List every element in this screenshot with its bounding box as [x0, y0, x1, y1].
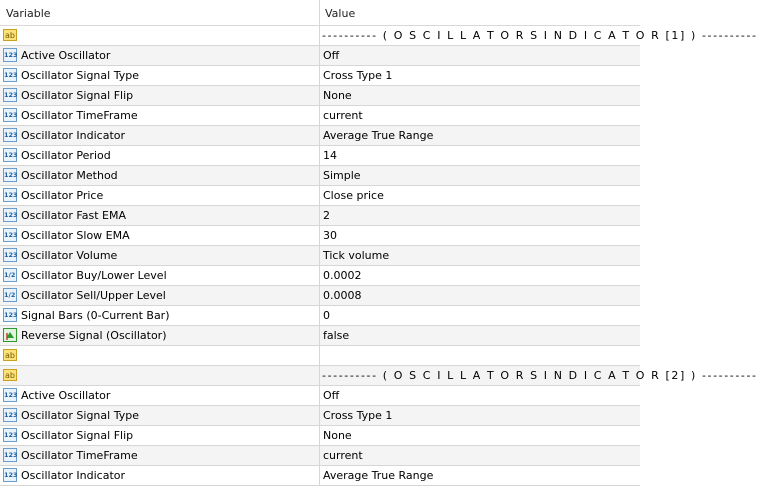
column-divider — [319, 26, 320, 46]
parameter-value[interactable]: 30 — [323, 229, 337, 242]
double-type-icon — [3, 268, 17, 282]
parameter-value[interactable]: Average True Range — [323, 129, 434, 142]
parameter-row[interactable] — [0, 286, 640, 306]
parameter-row[interactable] — [0, 266, 640, 286]
column-divider — [319, 366, 320, 386]
integer-type-icon — [3, 448, 17, 462]
parameter-row[interactable] — [0, 46, 640, 66]
icon-glyph: 123 — [4, 191, 18, 199]
parameter-value[interactable]: Off — [323, 389, 340, 402]
integer-type-icon — [3, 168, 17, 182]
icon-glyph: 123 — [4, 451, 18, 459]
icon-glyph: 1/2 — [4, 291, 16, 299]
icon-glyph: 123 — [4, 211, 18, 219]
integer-type-icon — [3, 188, 17, 202]
parameter-value[interactable]: 0.0002 — [323, 269, 362, 282]
parameter-name: Oscillator Signal Type — [21, 409, 139, 422]
string-type-icon — [3, 28, 17, 42]
parameter-value[interactable]: 2 — [323, 209, 330, 222]
integer-type-icon — [3, 148, 17, 162]
parameter-name: Oscillator TimeFrame — [21, 449, 138, 462]
parameter-name: Oscillator Signal Flip — [21, 89, 134, 102]
parameter-row[interactable] — [0, 186, 640, 206]
parameter-name: Active Oscillator — [21, 49, 111, 62]
parameter-name: Active Oscillator — [21, 389, 111, 402]
integer-type-icon — [3, 228, 17, 242]
integer-type-icon — [3, 308, 17, 322]
column-divider — [319, 206, 320, 226]
parameter-name: Oscillator Signal Type — [21, 69, 139, 82]
icon-glyph: 123 — [4, 171, 18, 179]
parameter-row[interactable] — [0, 86, 640, 106]
integer-type-icon — [3, 68, 17, 82]
parameter-name: Oscillator Buy/Lower Level — [21, 269, 167, 282]
icon-glyph: ab — [5, 31, 15, 40]
parameters-table-header — [0, 0, 640, 26]
icon-glyph: 123 — [4, 151, 18, 159]
column-divider — [319, 426, 320, 446]
icon-glyph: 123 — [4, 71, 18, 79]
column-divider — [319, 386, 320, 406]
column-divider — [319, 466, 320, 486]
icon-glyph: 123 — [4, 251, 18, 259]
column-divider — [319, 86, 320, 106]
parameter-value[interactable]: Simple — [323, 169, 361, 182]
icon-glyph: ab — [5, 351, 15, 360]
parameter-name: Oscillator Sell/Upper Level — [21, 289, 166, 302]
icon-glyph: 123 — [4, 311, 18, 319]
column-divider[interactable] — [319, 0, 320, 25]
parameter-value[interactable]: Average True Range — [323, 469, 434, 482]
parameter-name: Oscillator Method — [21, 169, 118, 182]
parameter-row[interactable] — [0, 226, 640, 246]
parameter-row[interactable] — [0, 146, 640, 166]
string-type-icon — [3, 348, 17, 362]
parameter-value[interactable]: Off — [323, 49, 340, 62]
icon-glyph: 123 — [4, 231, 18, 239]
parameter-value[interactable]: ---------- ( O S C I L L A T O R S I N D I C A T O R [1] ) ---------- — [322, 29, 758, 42]
parameter-row[interactable] — [0, 166, 640, 186]
integer-type-icon — [3, 388, 17, 402]
integer-type-icon — [3, 428, 17, 442]
value-column-header[interactable]: Value — [325, 7, 356, 20]
column-divider — [319, 226, 320, 246]
integer-type-icon — [3, 248, 17, 262]
parameter-value[interactable]: Cross Type 1 — [323, 409, 393, 422]
parameter-value[interactable]: None — [323, 429, 352, 442]
parameter-value[interactable]: false — [323, 329, 350, 342]
parameter-value[interactable]: 0 — [323, 309, 330, 322]
column-divider — [319, 166, 320, 186]
parameter-value[interactable]: ---------- ( O S C I L L A T O R S I N D I C A T O R [2] ) ---------- — [322, 369, 758, 382]
parameter-row[interactable] — [0, 246, 640, 266]
parameter-value[interactable]: None — [323, 89, 352, 102]
parameter-row[interactable] — [0, 366, 758, 386]
parameter-row[interactable] — [0, 106, 640, 126]
parameter-name: Oscillator Volume — [21, 249, 118, 262]
icon-glyph: 123 — [4, 51, 18, 59]
variable-column-header[interactable]: Variable — [6, 7, 51, 20]
column-divider — [319, 66, 320, 86]
parameter-value[interactable]: 0.0008 — [323, 289, 362, 302]
column-divider — [319, 146, 320, 166]
column-divider — [319, 306, 320, 326]
integer-type-icon — [3, 108, 17, 122]
parameter-value[interactable]: 14 — [323, 149, 337, 162]
column-divider — [319, 286, 320, 306]
integer-type-icon — [3, 88, 17, 102]
boolean-type-icon — [3, 328, 17, 342]
column-divider — [319, 406, 320, 426]
parameter-name: Reverse Signal (Oscillator) — [21, 329, 167, 342]
integer-type-icon — [3, 468, 17, 482]
parameter-row[interactable] — [0, 206, 640, 226]
column-divider — [319, 186, 320, 206]
integer-type-icon — [3, 48, 17, 62]
parameter-row[interactable] — [0, 406, 640, 426]
parameter-row[interactable] — [0, 66, 640, 86]
parameter-value[interactable]: Close price — [323, 189, 384, 202]
parameter-value[interactable]: current — [323, 449, 363, 462]
parameter-name: Oscillator TimeFrame — [21, 109, 138, 122]
column-divider — [319, 46, 320, 66]
parameter-row[interactable] — [0, 466, 640, 486]
icon-glyph: 123 — [4, 111, 18, 119]
parameter-name: Oscillator Price — [21, 189, 104, 202]
parameter-name: Signal Bars (0-Current Bar) — [21, 309, 170, 322]
icon-glyph: 123 — [4, 471, 18, 479]
parameter-row[interactable] — [0, 26, 758, 46]
parameter-row[interactable] — [0, 446, 640, 466]
column-divider — [319, 326, 320, 346]
column-divider — [319, 246, 320, 266]
parameter-name: Oscillator Indicator — [21, 469, 126, 482]
parameter-value[interactable]: current — [323, 109, 363, 122]
parameter-value[interactable]: Cross Type 1 — [323, 69, 393, 82]
column-divider — [319, 126, 320, 146]
string-type-icon — [3, 368, 17, 382]
integer-type-icon — [3, 408, 17, 422]
column-divider — [319, 106, 320, 126]
parameter-name: Oscillator Slow EMA — [21, 229, 130, 242]
parameter-row[interactable] — [0, 426, 640, 446]
column-divider — [319, 446, 320, 466]
parameter-row[interactable] — [0, 326, 640, 346]
parameter-value[interactable]: Tick volume — [323, 249, 390, 262]
icon-glyph: 123 — [4, 391, 18, 399]
parameter-name: Oscillator Period — [21, 149, 111, 162]
integer-type-icon — [3, 128, 17, 142]
parameters-table-body — [0, 26, 758, 486]
parameter-row[interactable] — [0, 346, 640, 366]
icon-glyph: 1/2 — [4, 271, 16, 279]
icon-glyph: 123 — [4, 411, 18, 419]
icon-glyph: 123 — [4, 131, 18, 139]
icon-glyph: 123 — [4, 91, 18, 99]
column-divider — [319, 266, 320, 286]
parameter-name: Oscillator Fast EMA — [21, 209, 126, 222]
parameter-row[interactable] — [0, 386, 640, 406]
icon-glyph: 123 — [4, 431, 18, 439]
column-divider — [319, 346, 320, 366]
parameter-row[interactable] — [0, 126, 640, 146]
integer-type-icon — [3, 208, 17, 222]
parameter-name: Oscillator Indicator — [21, 129, 126, 142]
double-type-icon — [3, 288, 17, 302]
parameter-name: Oscillator Signal Flip — [21, 429, 134, 442]
parameter-row[interactable] — [0, 306, 640, 326]
icon-glyph: ab — [5, 371, 15, 380]
